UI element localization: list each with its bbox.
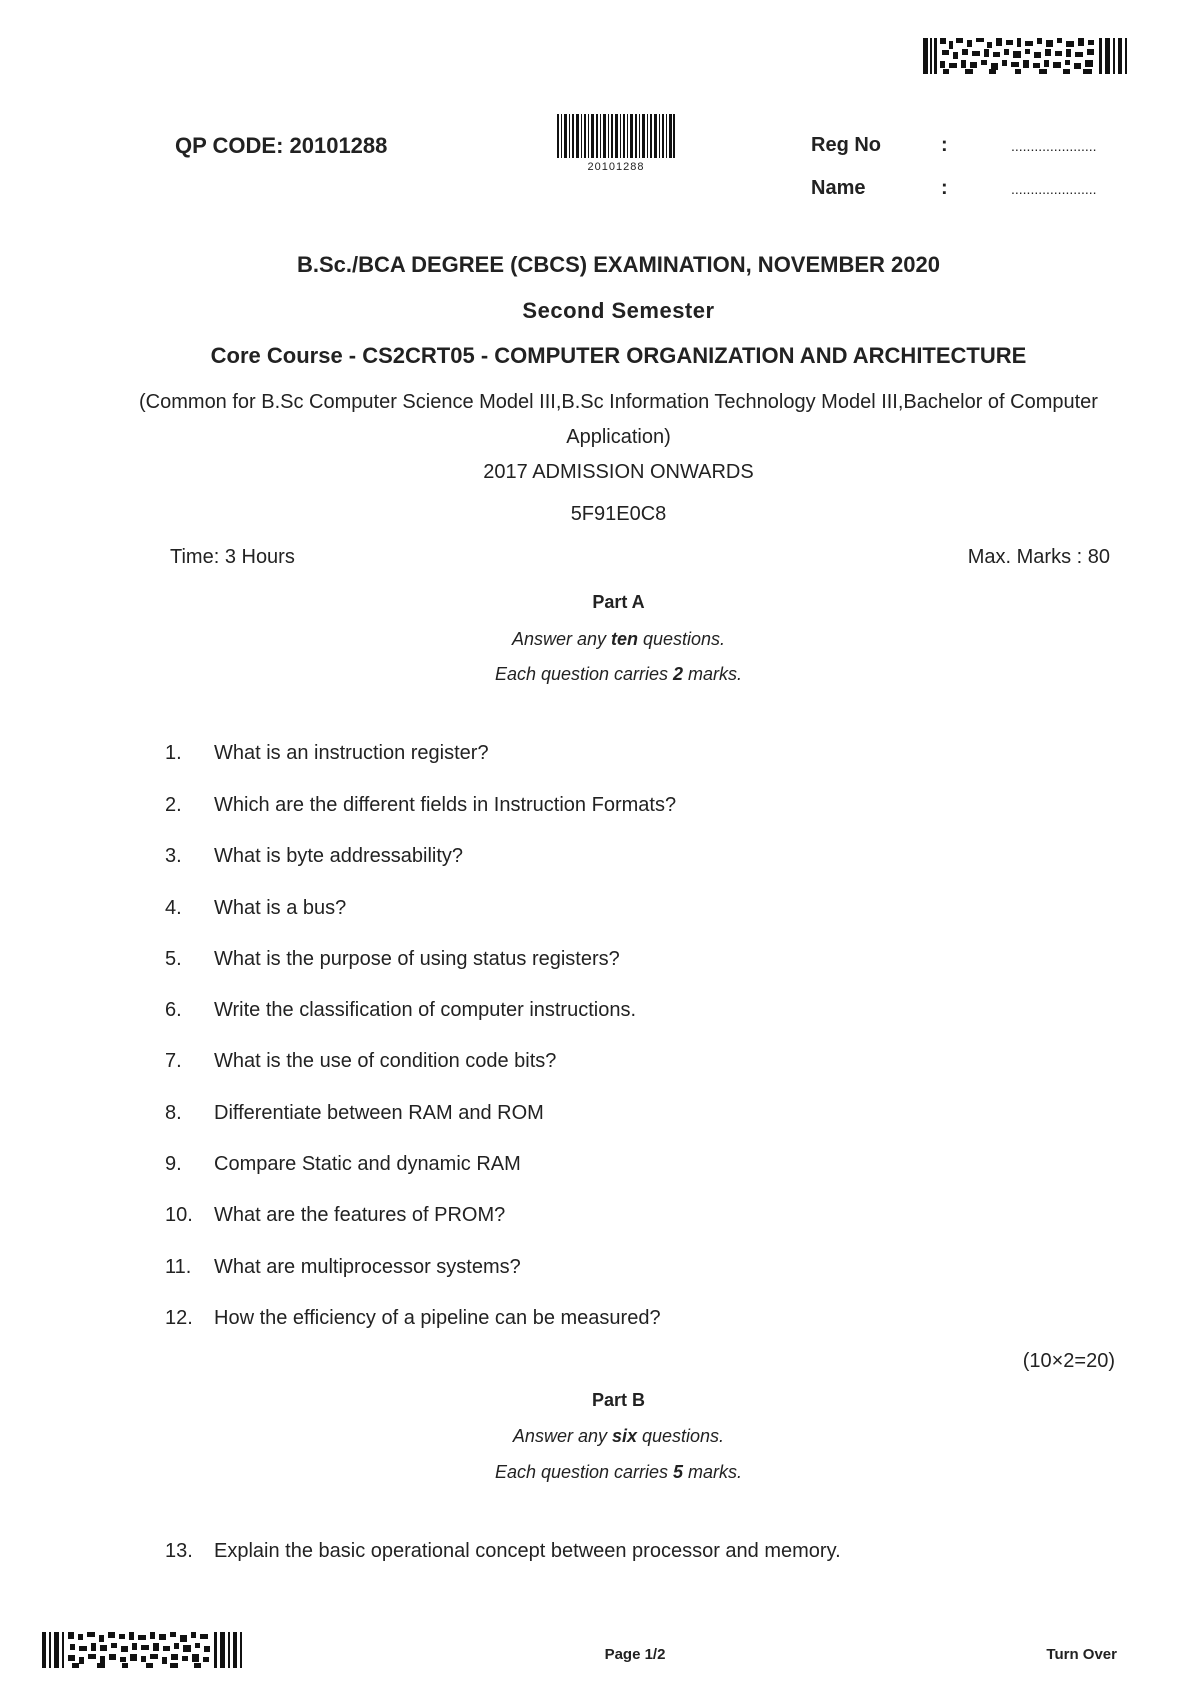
part-b-instruction-1 — [0, 1426, 1200, 1447]
question-item — [165, 1256, 521, 1279]
qp-code: QP CODE: 20101288 — [175, 133, 388, 158]
question-text: Which are the different fields in Instruction Formats? — [214, 794, 677, 816]
question-number: 8. — [165, 1102, 182, 1124]
part-b-instr2-post: marks. — [683, 1462, 743, 1482]
part-a-instr2-pre: Each question carries — [494, 664, 674, 684]
reg-no-label: Reg No — [811, 134, 881, 156]
question-number: 2. — [165, 794, 182, 816]
part-a-instr2-post: marks. — [683, 664, 743, 684]
page-number: Page 1/2 — [604, 1646, 666, 1663]
question-text: What is byte addressability? — [214, 845, 464, 867]
max-marks: Max. Marks : 80 — [967, 546, 1110, 568]
question-text: What are the features of PROM? — [214, 1204, 506, 1226]
exam-time: Time: 3 Hours — [170, 546, 295, 568]
part-b-instr2-pre: Each question carries — [494, 1462, 674, 1482]
part-a-instr1-pre: Answer any — [511, 629, 611, 649]
admission-note: 2017 ADMISSION ONWARDS — [483, 461, 754, 483]
course-title: Core Course - CS2CRT05 - COMPUTER ORGANIZATION AND ARCHITECTURE — [210, 343, 1027, 368]
question-number: 9. — [165, 1153, 182, 1175]
exam-title: B.Sc./BCA DEGREE (CBCS) EXAMINATION, NOVEMBER 2020 — [297, 252, 940, 277]
question-number: 11. — [165, 1256, 192, 1278]
part-a-title: Part A — [592, 592, 645, 612]
qp-barcode-number: 20101288 — [587, 161, 645, 173]
part-a-instruction-2 — [0, 664, 1200, 685]
reg-no-row — [811, 134, 1097, 157]
question-text: What is the use of condition code bits? — [214, 1050, 557, 1072]
part-b-instr2-bold: 5 — [673, 1462, 684, 1482]
part-a-instr1-bold: ten — [610, 629, 638, 649]
part-b-instruction-2 — [0, 1462, 1200, 1483]
question-item — [165, 1204, 505, 1227]
reg-no-blank: ...................... — [1011, 138, 1097, 154]
part-a-instr1-post: questions. — [637, 629, 726, 649]
turn-over: Turn Over — [1046, 1646, 1117, 1663]
question-item — [165, 794, 676, 817]
question-text: What is an instruction register? — [214, 742, 489, 764]
question-text: What is the purpose of using status registers? — [214, 948, 620, 970]
question-item — [165, 742, 489, 765]
name-label: Name — [811, 177, 866, 199]
part-a-instruction-1 — [0, 629, 1200, 650]
part-b-instr1-pre: Answer any — [512, 1426, 612, 1446]
question-number: 3. — [165, 845, 182, 867]
part-b-instr1-post: questions. — [637, 1426, 725, 1446]
question-text: Write the classification of computer instructions. — [214, 999, 637, 1021]
question-item — [165, 1540, 841, 1563]
paper-code: 5F91E0C8 — [570, 503, 667, 525]
name-blank: ...................... — [1011, 181, 1097, 197]
qp-barcode — [557, 114, 675, 158]
top-right-barcode — [923, 38, 1129, 74]
question-item — [165, 1153, 521, 1176]
question-text: Explain the basic operational concept between processor and memory. — [214, 1540, 841, 1562]
part-b-title: Part B — [591, 1390, 645, 1410]
question-text: What are multiprocessor systems? — [214, 1256, 521, 1278]
question-item — [165, 1307, 661, 1330]
part-b-instr1-bold: six — [611, 1426, 637, 1446]
part-a-instr2-bold: 2 — [673, 664, 684, 684]
question-number: 12. — [165, 1307, 193, 1329]
question-number: 13. — [165, 1540, 193, 1562]
question-number: 6. — [165, 999, 182, 1021]
question-text: Compare Static and dynamic RAM — [214, 1153, 521, 1175]
question-number: 7. — [165, 1050, 182, 1072]
question-item — [165, 1102, 544, 1125]
question-text: How the efficiency of a pipeline can be measured? — [214, 1307, 661, 1329]
question-text: What is a bus? — [214, 897, 347, 919]
part-a-total: (10×2=20) — [1022, 1350, 1115, 1372]
question-item — [165, 999, 636, 1022]
question-number: 4. — [165, 897, 182, 919]
question-item — [165, 948, 620, 971]
reg-no-colon: : — [941, 134, 948, 156]
question-number: 1. — [165, 742, 182, 764]
name-colon: : — [941, 177, 948, 199]
question-item — [165, 1050, 556, 1073]
semester: Second Semester — [522, 298, 715, 323]
question-item — [165, 845, 463, 868]
question-item — [165, 897, 346, 920]
question-number: 10. — [165, 1204, 193, 1226]
name-row — [811, 177, 1097, 200]
question-text: Differentiate between RAM and ROM — [214, 1102, 544, 1124]
common-for-note: (Common for B.Sc Computer Science Model III,B.Sc Information Technology Model III,Bachelor of Computer Application) — [139, 391, 1098, 448]
question-number: 5. — [165, 948, 182, 970]
